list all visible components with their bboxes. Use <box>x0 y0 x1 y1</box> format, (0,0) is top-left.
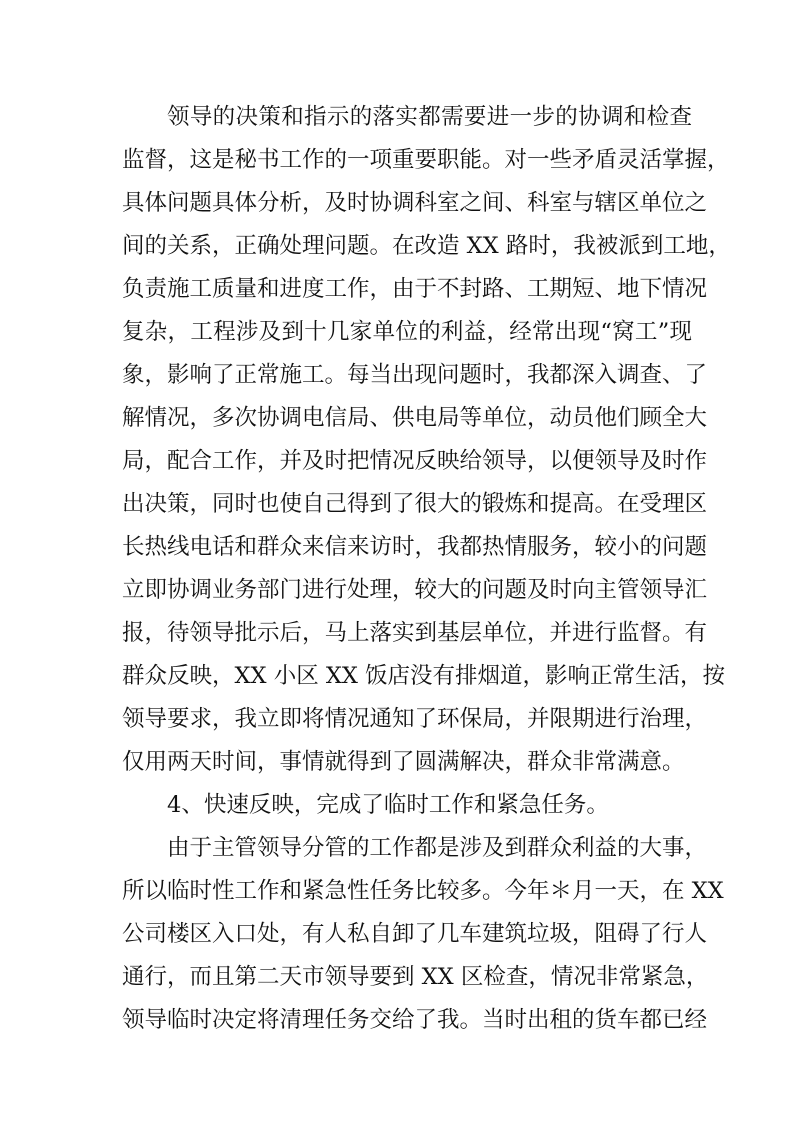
paragraph-1-line-1: 领导的决策和指示的落实都需要进一步的协调和检查 <box>167 104 692 130</box>
paragraph-3-line-2: 所以临时性工作和紧急性任务比较多。今年＊月一天，在 XX <box>122 878 724 904</box>
paragraph-1-line-13: 报，待领导批示后，马上落实到基层单位，并进行监督。有 <box>122 620 708 646</box>
paragraph-1-line-3: 具体问题具体分析，及时协调科室之间、科室与辖区单位之 <box>122 190 708 216</box>
paragraph-3-line-5: 领导临时决定将清理任务交给了我。当时出租的货车都已经 <box>122 1007 708 1033</box>
paragraph-1-line-11: 长热线电话和群众来信来访时，我都热情服务，较小的问题 <box>122 534 708 560</box>
paragraph-1-line-4: 间的关系，正确处理问题。在改造 XX 路时，我被派到工地， <box>122 233 731 259</box>
paragraph-1-line-15: 领导要求，我立即将情况通知了环保局，并限期进行治理， <box>122 706 708 732</box>
paragraph-1-line-12: 立即协调业务部门进行处理，较大的问题及时向主管领导汇 <box>122 577 708 603</box>
paragraph-1-line-2: 监督，这是秘书工作的一项重要职能。对一些矛盾灵活掌握， <box>122 147 730 173</box>
paragraph-1-line-7: 象，影响了正常施工。每当出现问题时，我都深入调查、了 <box>122 362 708 388</box>
paragraph-1-line-14: 群众反映，XX 小区 XX 饭店没有排烟道，影响正常生活，按 <box>122 663 726 689</box>
paragraph-1-line-5: 负责施工质量和进度工作，由于不封路、工期短、地下情况 <box>122 276 708 302</box>
paragraph-3-line-4: 通行，而且第二天市领导要到 XX 区检查，情况非常紧急， <box>122 964 709 990</box>
paragraph-3-line-3: 公司楼区入口处，有人私自卸了几车建筑垃圾，阻碍了行人 <box>122 921 708 947</box>
paragraph-1-line-8: 解情况，多次协调电信局、供电局等单位，动员他们顾全大 <box>122 405 708 431</box>
section-heading-4: 4、快速反映，完成了临时工作和紧急任务。 <box>167 792 609 818</box>
document-body <box>122 96 731 1042</box>
paragraph-3-line-1: 由于主管领导分管的工作都是涉及到群众利益的大事， <box>167 835 708 861</box>
paragraph-1-line-16: 仅用两天时间，事情就得到了圆满解决，群众非常满意。 <box>122 749 685 775</box>
paragraph-1-line-9: 局，配合工作，并及时把情况反映给领导，以便领导及时作 <box>122 448 708 474</box>
paragraph-1-line-10: 出决策，同时也使自己得到了很大的锻炼和提高。在受理区 <box>122 491 708 517</box>
paragraph-1-line-6: 复杂，工程涉及到十几家单位的利益，经常出现“窝工”现 <box>122 319 692 345</box>
